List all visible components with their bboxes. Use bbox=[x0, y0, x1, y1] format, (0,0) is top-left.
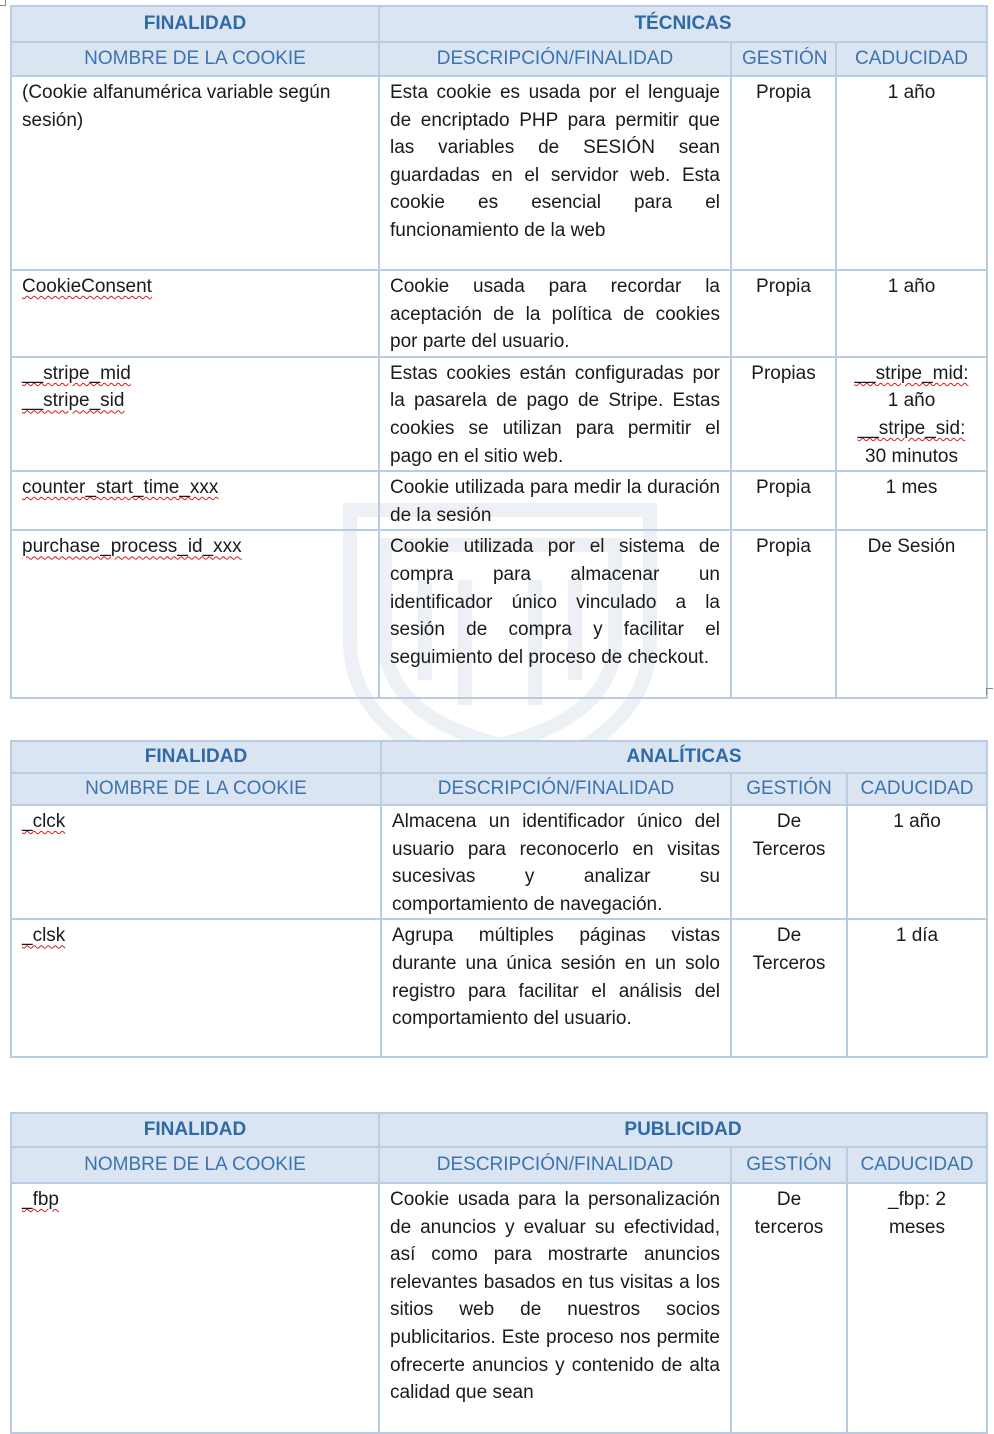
cookie-gestion: Propias bbox=[731, 357, 836, 471]
cookie-gestion bbox=[731, 919, 847, 1057]
caducidad-text: __stripe_sid: bbox=[857, 417, 966, 439]
cookie-name bbox=[11, 805, 381, 919]
caducidad-text: 30 minutos bbox=[865, 445, 958, 467]
cookie-table-analiticas bbox=[10, 740, 988, 1058]
col-header-desc: DESCRIPCIÓN/FINALIDAD bbox=[381, 773, 731, 805]
col-header-caducidad: CADUCIDAD bbox=[836, 42, 987, 76]
table-row bbox=[11, 76, 987, 270]
anchor-mark bbox=[986, 688, 993, 695]
caducidad-text: 1 año bbox=[893, 811, 941, 832]
cookie-gestion bbox=[731, 805, 847, 919]
cookie-description: Agrupa múltiples páginas vistas durante una única sesión en un solo registro para facilitar el análisis del comportamiento del usuario. bbox=[381, 919, 731, 1057]
col-header-name: NOMBRE DE LA COOKIE bbox=[11, 42, 379, 76]
cookie-caducidad bbox=[847, 805, 987, 919]
cookie-name bbox=[11, 357, 379, 471]
caducidad-text: 1 mes bbox=[885, 477, 938, 499]
table-row bbox=[11, 270, 987, 357]
col-header-gestion: GESTIÓN bbox=[731, 1147, 847, 1183]
gestion-text: De bbox=[776, 1189, 802, 1210]
table-row bbox=[11, 530, 987, 698]
cookie-description: Cookie usada para la personalización de anuncios y evaluar su efectividad, así como para mostrarte anuncios relevantes basados en tus visitas a los sitios web de nuestros socios publicitarios. Este proceso nos permite ofrecerte anuncios y contenido de alta calidad que sean bbox=[379, 1183, 731, 1433]
caducidad-text: 1 año bbox=[887, 82, 936, 103]
cookie-gestion: Propia bbox=[731, 530, 836, 698]
column-header-row bbox=[11, 42, 987, 76]
table-header-row bbox=[11, 1113, 987, 1147]
category-label: TÉCNICAS bbox=[379, 6, 987, 42]
finalidad-label: FINALIDAD bbox=[11, 741, 381, 773]
caducidad-text: 1 año bbox=[887, 390, 936, 412]
gestion-text: De bbox=[776, 811, 802, 832]
category-label: PUBLICIDAD bbox=[379, 1113, 987, 1147]
cookie-name-text: __stripe_sid bbox=[22, 390, 125, 412]
finalidad-label: FINALIDAD bbox=[11, 1113, 379, 1147]
col-header-caducidad: CADUCIDAD bbox=[847, 1147, 987, 1183]
cookie-name-text: purchase_process_id_xxx bbox=[22, 536, 242, 558]
category-label: ANALÍTICAS bbox=[381, 741, 987, 773]
cookie-name-text: counter_start_time_xxx bbox=[22, 477, 219, 499]
col-header-gestion: GESTIÓN bbox=[731, 773, 847, 805]
table-row bbox=[11, 805, 987, 919]
table-row bbox=[11, 1183, 987, 1433]
cookie-gestion: Propia bbox=[731, 471, 836, 530]
table-row bbox=[11, 357, 987, 471]
cookie-caducidad bbox=[836, 471, 987, 530]
table-row bbox=[11, 919, 987, 1057]
cookie-description: Almacena un identificador único del usuario para reconocerlo en visitas sucesivas y analizar su comportamiento de navegación. bbox=[381, 805, 731, 919]
cookie-name-text: _fbp bbox=[22, 1189, 59, 1210]
finalidad-label: FINALIDAD bbox=[11, 6, 379, 42]
caducidad-text: 1 día bbox=[895, 925, 939, 947]
table-header-row bbox=[11, 741, 987, 773]
gestion-text: Terceros bbox=[752, 838, 826, 860]
col-header-name: NOMBRE DE LA COOKIE bbox=[11, 773, 381, 805]
cookie-caducidad bbox=[836, 76, 987, 270]
cookie-name-text: _clck bbox=[22, 811, 66, 832]
cookie-name bbox=[11, 270, 379, 357]
cookie-description: Estas cookies están configuradas por la pasarela de pago de Stripe. Estas cookies se utilizan para permitir el pago en el sitio web. bbox=[379, 357, 731, 471]
caducidad-text: __stripe_mid: bbox=[854, 362, 969, 384]
cookie-caducidad bbox=[836, 530, 987, 698]
cookie-gestion: Propia bbox=[731, 270, 836, 357]
page-corner-mark bbox=[0, 0, 6, 6]
cookie-description: Cookie usada para recordar la aceptación de la política de cookies por parte del usuario. bbox=[379, 270, 731, 357]
col-header-caducidad: CADUCIDAD bbox=[847, 773, 987, 805]
cookie-description: Cookie utilizada para medir la duración de la sesión bbox=[379, 471, 731, 530]
cookie-table-publicidad bbox=[10, 1112, 988, 1434]
col-header-gestion: GESTIÓN bbox=[731, 42, 836, 76]
table-header-row bbox=[11, 6, 987, 42]
col-header-name: NOMBRE DE LA COOKIE bbox=[11, 1147, 379, 1183]
cookie-name bbox=[11, 471, 379, 530]
cookie-gestion bbox=[731, 1183, 847, 1433]
column-header-row bbox=[11, 773, 987, 805]
cookie-table-tecnicas bbox=[10, 5, 988, 699]
cookie-description: Cookie utilizada por el sistema de compra para almacenar un identificador único vinculado a la sesión de compra y facilitar el seguimiento del proceso de checkout. bbox=[379, 530, 731, 698]
cookie-name-text: CookieConsent bbox=[22, 276, 152, 297]
column-header-row bbox=[11, 1147, 987, 1183]
cookie-name-text: (Cookie alfanumérica variable según sesión) bbox=[22, 82, 331, 131]
cookie-name bbox=[11, 919, 381, 1057]
table-row bbox=[11, 471, 987, 530]
cookie-caducidad bbox=[836, 270, 987, 357]
cookie-name-text: _clsk bbox=[22, 925, 66, 947]
cookie-name-text: __stripe_mid bbox=[22, 362, 131, 384]
gestion-text: Terceros bbox=[752, 952, 826, 974]
cookie-caducidad bbox=[847, 919, 987, 1057]
gestion-text: De bbox=[776, 925, 802, 947]
caducidad-text: _fbp: 2 bbox=[887, 1189, 947, 1210]
cookie-caducidad bbox=[847, 1183, 987, 1433]
cookie-name bbox=[11, 530, 379, 698]
caducidad-text: meses bbox=[889, 1216, 945, 1238]
cookie-name bbox=[11, 1183, 379, 1433]
caducidad-text: 1 año bbox=[887, 276, 936, 297]
cookie-caducidad bbox=[836, 357, 987, 471]
cookie-name bbox=[11, 76, 379, 270]
gestion-text: terceros bbox=[754, 1216, 824, 1238]
caducidad-text: De Sesión bbox=[867, 536, 956, 558]
cookie-description: Esta cookie es usada por el lenguaje de encriptado PHP para permitir que las variables de SESIÓN sean guardadas en el servidor web. Esta cookie es esencial para el funcionamiento de la web bbox=[379, 76, 731, 270]
col-header-desc: DESCRIPCIÓN/FINALIDAD bbox=[379, 42, 731, 76]
cookie-gestion: Propia bbox=[731, 76, 836, 270]
col-header-desc: DESCRIPCIÓN/FINALIDAD bbox=[379, 1147, 731, 1183]
